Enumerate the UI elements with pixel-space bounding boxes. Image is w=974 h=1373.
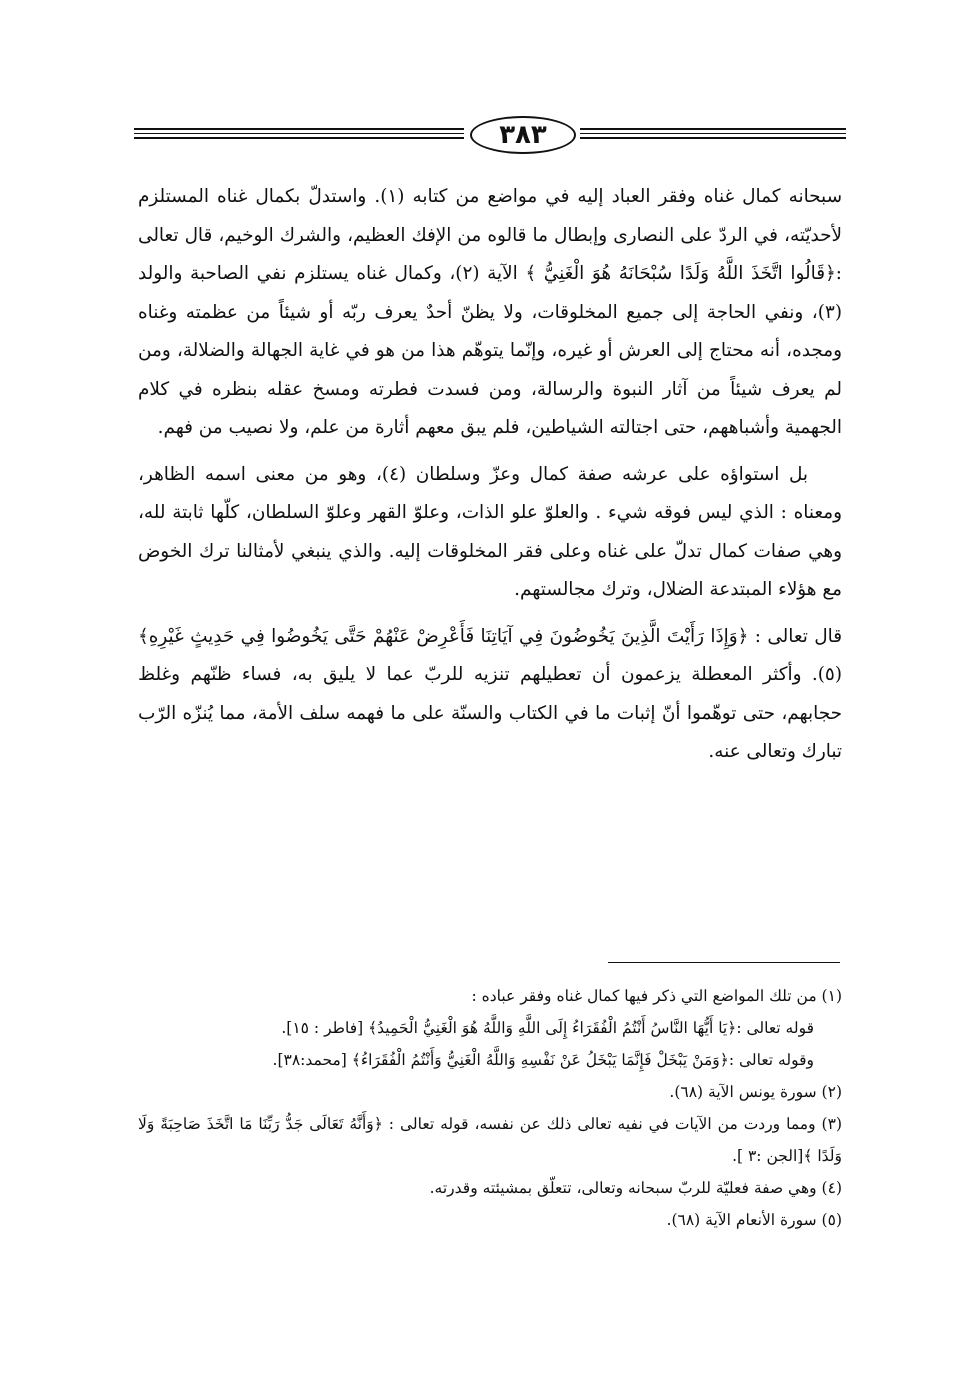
header-rule-left bbox=[134, 128, 464, 142]
footnote-4: (٤) وهي صفة فعليّة للربّ سبحانه وتعالى، تتعلّق بمشيئته وقدرته. bbox=[429, 1179, 842, 1197]
paragraph-1: سبحانه كمال غناه وفقر العباد إليه في مواضع من كتابه (١). واستدلّ بكمال غناه المستلزم لأحديّته، في الردّ على النصارى وإبطال ما قالوه من الإفك العظيم، والشرك الوخيم، قال تعالى :﴿قَالُوا اتَّخَذَ اللَّهُ وَلَدًا سُبْحَانَهُ هُوَ الْغَنِيُّ ﴾ الآية (٢)، وكمال غناه يستلزم نفي الصاحبة والولد (٣)، ونفي الحاجة إلى جميع المخلوقات، ولا يظنّ أحدٌ يعرف ربّه أو شيئاً من عظمته وغناه ومجده، أنه محتاج إلى العرش أو غيره، وإنّما يتوهّم هذا من هو في غاية الجهالة والضلالة، ومن لم يعرف شيئاً من آثار النبوة والرسالة، ومن فسدت فطرته ومسخ عقله بنظره في كلام الجهمية وأشباههم، حتى اجتالته الشياطين، فلم يبق معهم أثارة من علم، ولا نصيب من فهم. bbox=[138, 186, 842, 438]
footnote-1-intro: (١) من تلك المواضع التي ذكر فيها كمال غناه وفقر عباده : bbox=[471, 987, 842, 1005]
paragraph-3: قال تعالى : ﴿وَإِذَا رَأَيْتَ الَّذِينَ يَخُوضُونَ فِي آيَاتِنَا فَأَعْرِضْ عَنْهُمْ حَتَّى يَخُوضُوا فِي حَدِيثٍ غَيْرِهِ﴾ (٥). وأكثر المعطلة يزعمون أن تعطيلهم تنزيه للربّ عما لا يليق به، فساء ظنّهم وغلظ حجابهم، حتى توهّموا أنّ إثبات ما في الكتاب والسنّة على ما فهمه سلف الأمة، مما يُنزّه الرّب تبارك وتعالى عنه. bbox=[138, 625, 842, 762]
footnote-5: (٥) سورة الأنعام الآية (٦٨). bbox=[666, 1211, 842, 1229]
footnotes bbox=[138, 980, 842, 1236]
page-header bbox=[134, 116, 846, 160]
footnote-1-line-a: قوله تعالى :﴿يَا أَيُّهَا النَّاسُ أَنْتُمُ الْفُقَرَاءُ إِلَى اللَّهِ وَاللَّهُ هُوَ الْغَنِيُّ الْحَمِيدُ﴾ [فاطر : ١٥]. bbox=[281, 1019, 814, 1037]
header-rule-right bbox=[580, 128, 846, 142]
footnote-3: (٣) ومما وردت من الآيات في نفيه تعالى ذلك عن نفسه، قوله تعالى : ﴿وَأَنَّهُ تَعَالَى جَدُّ رَبِّنَا مَا اتَّخَذَ صَاحِبَةً وَلَا وَلَدًا ﴾[الجن :٣ ]. bbox=[138, 1115, 842, 1165]
paragraph-2: بل استواؤه على عرشه صفة كمال وعزّ وسلطان (٤)، وهو من معنى اسمه الظاهر، ومعناه : الذي ليس فوقه شيء . والعلوّ علو الذات، وعلوّ القهر وعلوّ السلطان، كلّها ثابتة لله، وهي صفات كمال تدلّ على غناه وعلى فقر المخلوقات إليه. والذي ينبغي لأمثالنا ترك الخوض مع هؤلاء المبتدعة الضلال، وترك مجالستهم. bbox=[138, 463, 842, 600]
footnote-separator bbox=[608, 962, 840, 963]
footnote-2: (٢) سورة يونس الآية (٦٨). bbox=[669, 1083, 842, 1101]
main-text bbox=[138, 178, 842, 780]
page-number: ٣٨٣ bbox=[470, 116, 576, 154]
footnote-1 bbox=[138, 980, 842, 1076]
footnote-1-line-b: وقوله تعالى :﴿وَمَنْ يَبْخَلْ فَإِنَّمَا يَبْخَلُ عَنْ نَفْسِهِ وَاللَّهُ الْغَنِيُّ وَأَنْتُمُ الْفُقَرَاءُ﴾ [محمد:٣٨]. bbox=[272, 1051, 814, 1069]
